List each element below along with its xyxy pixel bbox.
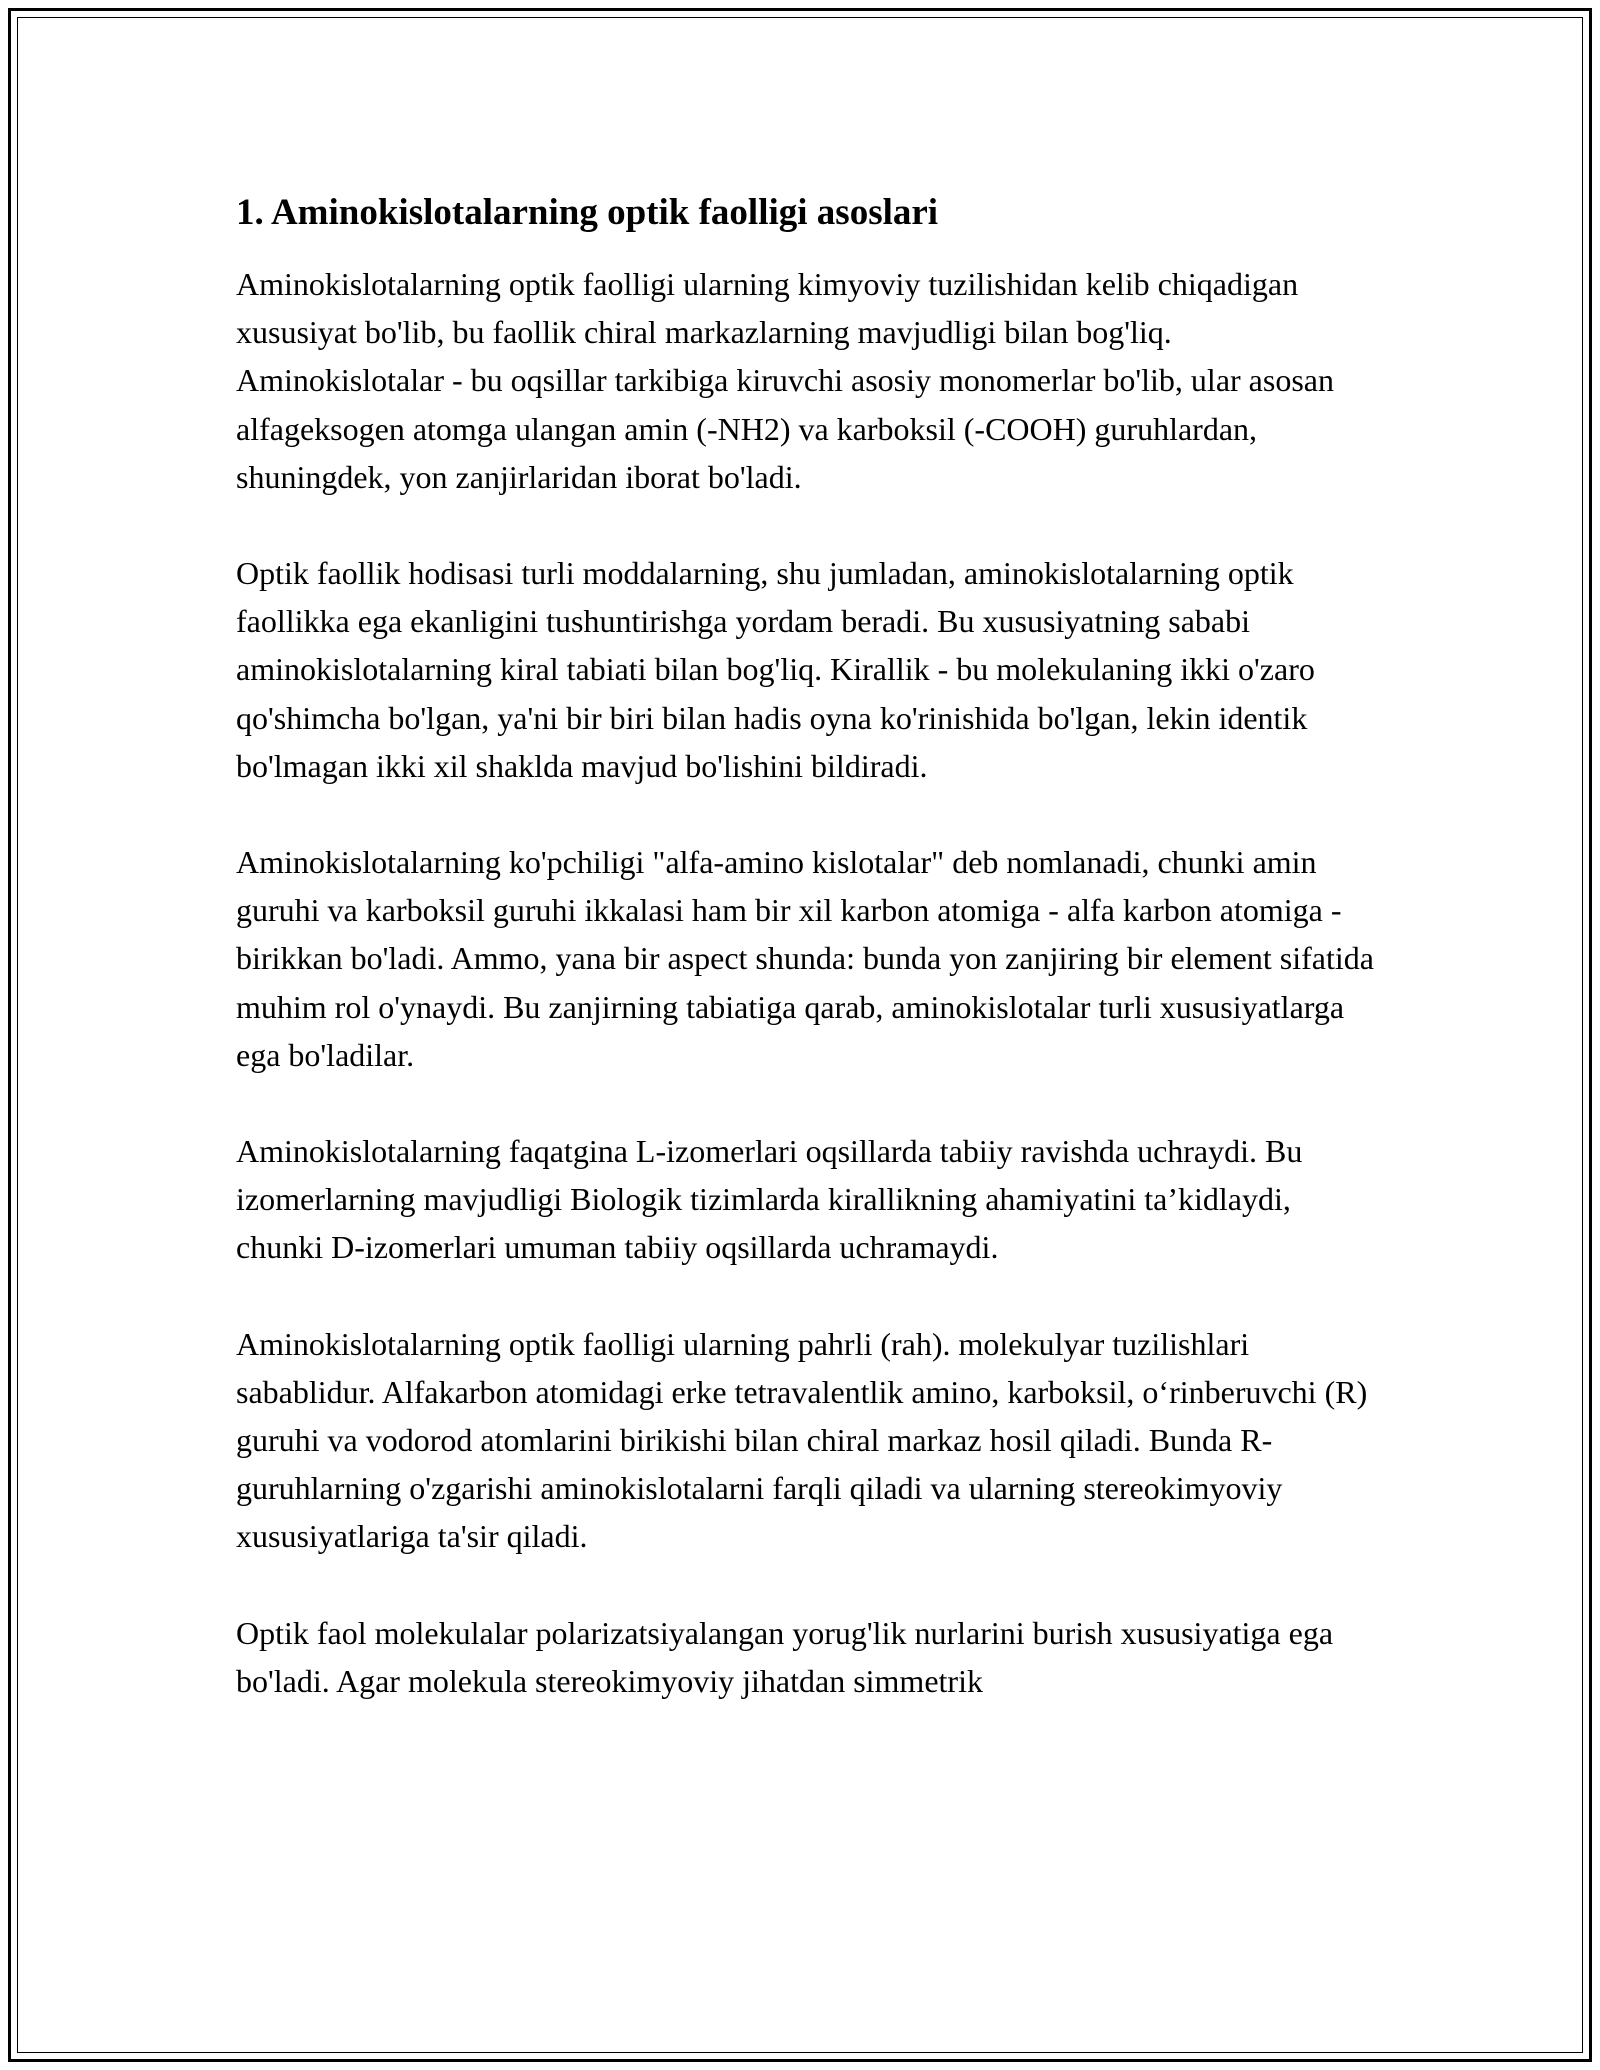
paragraph-5: Aminokislotalarning optik faolligi ularning pahrli (rah). molekulyar tuzilishlari sabablidur. Alfakarbon atomidagi erke tetravalentlik amino, karboksil, o‘rinberuvchi (R) guruhi va vodorod atomlarini birikishi bilan chiral markaz hosil qiladi. Bunda R-guruhlarning o'zgarishi aminokislotalarni farqli qiladi va ularning stereokimyoviy xususiyatlariga ta'sir qiladi. xyxy=(236,1325,1368,1555)
document-body xyxy=(236,186,1382,1753)
paragraph-1: Aminokislotalarning optik faolligi ularning kimyoviy tuzilishidan kelib chiqadigan xususiyat bo'lib, bu faollik chiral markazlarning mavjudligi bilan bog'liq. Aminokislotalar - bu oqsillar tarkibiga kiruvchi asosiy monomerlar bo'lib, ular asosan alfageksogen atomga ulangan amin (-NH2) va karboksil (-COOH) guruhlardan, shuningdek, yon zanjirlaridan iborat bo'ladi. xyxy=(236,266,1334,495)
section-heading: 1. Aminokislotalarning optik faolligi asoslari xyxy=(236,192,939,233)
paragraph-6: Optik faol molekulalar polarizatsiyalangan yorug'lik nurlarini burish xususiyatiga ega bo'ladi. Agar molekula stereokimyoviy jihatdan simmetrik xyxy=(236,1614,1334,1699)
paragraph-3: Aminokislotalarning ko'pchiligi "alfa-amino kislotalar" deb nomlanadi, chunki amin guruhi va karboksil guruhi ikkalasi ham bir xil karbon atomiga - alfa karbon atomiga - birikkan bo'ladi. Ammo, yana bir aspect shunda: bunda yon zanjiring bir element sifatida muhim rol o'ynaydi. Bu zanjirning tabiatiga qarab, aminokislotalar turli xususiyatlarga ega bo'ladilar. xyxy=(236,844,1374,1073)
paragraph-4: Aminokislotalarning faqatgina L-izomerlari oqsillarda tabiiy ravishda uchraydi. Bu izomerlarning mavjudligi Biologik tizimlarda kirallikning ahamiyatini ta’kidlaydi, chunki D-izomerlari umuman tabiiy oqsillarda uchramaydi. xyxy=(236,1133,1303,1266)
paragraph-2: Optik faollik hodisasi turli moddalarning, shu jumladan, aminokislotalarning optik faollikka ega ekanligini tushuntirishga yordam beradi. Bu xususiyatning sababi aminokislotalarning kiral tabiati bilan bog'liq. Kirallik - bu molekulaning ikki o'zaro qo'shimcha bo'lgan, ya'ni bir biri bilan hadis oyna ko'rinishida bo'lgan, lekin identik bo'lmagan ikki xil shaklda mavjud bo'lishini bildiradi. xyxy=(236,555,1315,784)
